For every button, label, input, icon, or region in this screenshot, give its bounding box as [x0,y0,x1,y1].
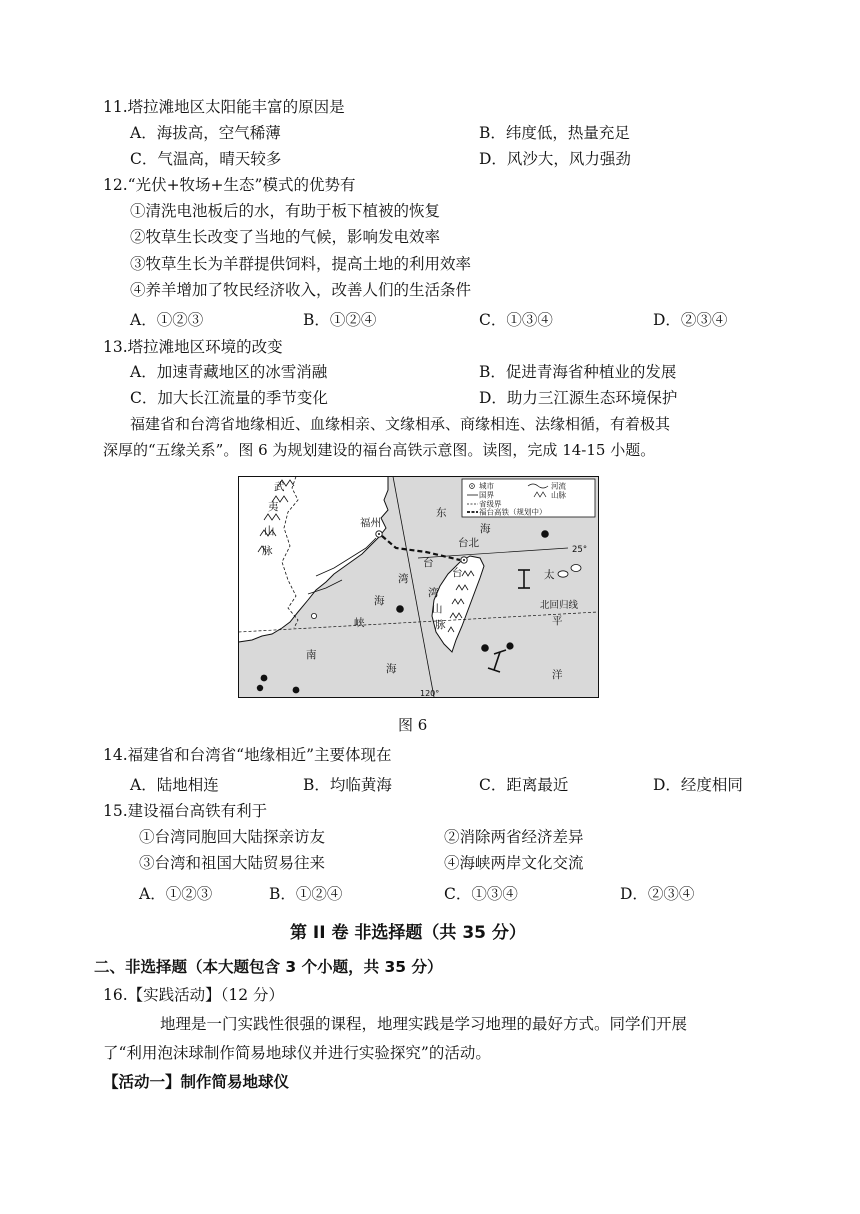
label-pacific-1: 太 [544,569,555,581]
intro-line-1: 福建省和台湾省地缘相近、血缘相亲、文缘相承、商缘相连、法缘相循，有着极其 [130,415,671,433]
label-taibei: 台北 [458,537,479,549]
island [506,642,513,649]
q12-stem: 12.“光伏+牧场+生态”模式的优势有 [103,176,356,194]
q12-item-4: ④养羊增加了牧民经济收入，改善人们的生活条件 [130,281,472,299]
q14-option-a: A．陆地相连 [130,776,219,794]
legend-national-border: 国界 [479,490,494,500]
label-pacific-3: 洋 [552,669,563,681]
island [261,675,268,682]
q15-stem: 15.建设福台高铁有利于 [103,802,268,820]
q11-option-c: C．气温高，晴天较多 [130,150,282,168]
island [541,530,549,538]
label-lat-25: 25° [572,545,588,555]
q13-option-c: C．加大长江流量的季节变化 [130,389,328,407]
q12-item-2: ②牧草生长改变了当地的气候，影响发电效率 [130,228,441,246]
island [257,685,263,691]
q14-stem: 14.福建省和台湾省“地缘相近”主要体现在 [103,746,392,764]
label-taiwan-mtn-3: 山 [432,603,443,615]
q11-option-a: A．海拔高，空气稀薄 [130,124,281,142]
q15-option-d: D．②③④ [620,885,695,903]
q12-option-c: C．①③④ [479,311,553,329]
label-strait-1: 台 [423,557,434,569]
q14-option-c: C．距离最近 [479,776,569,794]
label-taiwan-mtn-4: 脉 [435,619,446,631]
q15-option-b: B．①②④ [269,885,343,903]
island [311,613,316,618]
q16-text-line-1: 地理是一门实践性很强的课程，地理实践是学习地理的最好方式。同学们开展 [160,1015,688,1033]
legend-mountain: 山脉 [551,490,566,500]
figure-caption: 图 6 [398,716,428,734]
q15-item-2: ②消除两省经济差异 [444,828,584,846]
label-wuyi-4: 脉 [262,545,273,557]
island [558,571,568,577]
q15-item-1: ①台湾同胞回大陆探亲访友 [139,828,326,846]
q14-option-d: D．经度相同 [653,776,743,794]
island [571,565,581,572]
label-strait-2: 湾 [398,573,409,585]
q15-option-a: A．①②③ [139,885,213,903]
label-tropic: 北回归线 [540,600,579,611]
legend-city: 城市 [479,481,494,491]
q11-stem: 11.塔拉滩地区太阳能丰富的原因是 [103,98,345,116]
q13-stem: 13.塔拉滩地区环境的改变 [103,338,283,356]
q12-option-a: A．①②③ [130,311,204,329]
q13-option-b: B．促进青海省种植业的发展 [479,363,677,381]
label-east-sea-1: 东 [436,507,447,519]
label-east-sea-2: 海 [480,523,491,535]
legend-provincial-border: 省级界 [479,499,502,509]
island [293,687,300,694]
label-pacific-2: 平 [552,615,563,627]
q12-item-3: ③牧草生长为羊群提供饲料，提高土地的利用效率 [130,255,472,273]
label-lon-120: 120° [420,689,440,698]
label-taiwan-mtn-1: 台 [452,567,463,579]
q12-option-d: D．②③④ [653,311,728,329]
q15-item-3: ③台湾和祖国大陆贸易往来 [139,854,326,872]
q11-option-b: B．纬度低，热量充足 [479,124,630,142]
legend-railway: 福台高铁（规划中） [479,507,547,517]
label-strait-4: 峡 [354,617,365,629]
q13-option-d: D．助力三江源生态环境保护 [479,389,678,407]
label-wuyi-3: 山 [264,525,275,537]
activity-1-heading: 【活动一】制作简易地球仪 [103,1073,290,1091]
legend-river: 河流 [551,481,566,491]
fuzhou-city-dot [378,533,380,535]
q11-option-d: D．风沙大，风力强劲 [479,150,631,168]
q12-item-1: ①清洗电池板后的水，有助于板下植被的恢复 [130,202,441,220]
label-taiwan-mtn-2: 湾 [428,587,439,599]
label-fuzhou: 福州 [360,517,381,529]
q13-option-a: A．加速青藏地区的冰雪消融 [130,363,328,381]
island [396,605,404,613]
q12-option-b: B．①②④ [303,311,377,329]
taipei-city-dot [463,559,465,561]
intro-line-2: 深厚的“五缘关系”。图 6 为规划建设的福台高铁示意图。读图，完成 14-15 小题。 [103,441,656,459]
label-strait-3: 海 [374,595,385,607]
q15-option-c: C．①③④ [444,885,518,903]
part2-title: 第 II 卷 非选择题（共 35 分） [290,923,526,943]
part2-heading: 二、非选择题（本大题包含 3 个小题，共 35 分） [94,958,443,976]
label-wuyi-2: 夷 [268,501,279,513]
q15-item-4: ④海峡两岸文化交流 [444,854,584,872]
label-south-sea-1: 南 [306,649,317,661]
label-south-sea-2: 海 [386,663,397,675]
fujian-taiwan-railway-map [238,476,599,698]
q16-text-line-2: 了“利用泡沫球制作简易地球仪并进行实验探究”的活动。 [103,1044,491,1062]
q14-option-b: B．均临黄海 [303,776,392,794]
island [481,644,489,652]
q16-label: 16.【实践活动】（12 分） [103,986,285,1004]
label-wuyi-1: 武 [274,481,285,493]
